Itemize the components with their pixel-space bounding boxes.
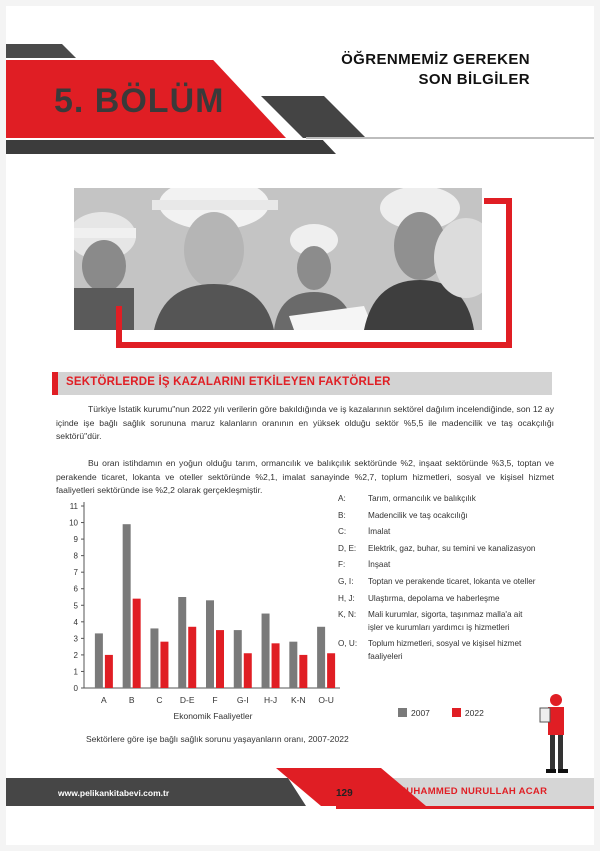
chart-bar-2022-K-N <box>299 655 307 688</box>
chart-bar-2007-F <box>206 600 214 688</box>
photo-red-frame-top <box>484 198 512 204</box>
chart-bar-2007-O-U <box>317 627 325 688</box>
chart-x-tick-label: D-E <box>179 695 195 705</box>
chart-bar-2022-F <box>216 630 224 688</box>
header-divider-line <box>306 137 594 139</box>
sector-description: Toptan ve perakende ticaret, lokanta ve oteller <box>368 576 536 586</box>
chart-bar-2022-H-J <box>272 643 280 688</box>
legend-label-2022: 2022 <box>464 708 484 718</box>
sector-bar-chart <box>48 492 348 724</box>
sector-description: Elektrik, gaz, buhar, su temini ve kanalizasyon <box>368 543 536 553</box>
chart-bar-2022-D-E <box>188 627 196 688</box>
sector-code-item <box>338 576 538 589</box>
paragraph-1-text: Türkiye İstatik kurumu"nun 2022 yılı verilerin göre bakıldığında ve iş kazalarının sektörel dağılım incelendiğinde, son 12 ay içinde işe bağlı sağlık sorununa maruz kalanların oranının en yüksek olduğu sektör %5,5 ile madencilik ve taş ocakçılığı sektörü"dür. <box>56 404 554 441</box>
legend-label-2007: 2007 <box>411 708 430 718</box>
chart-y-tick-label: 0 <box>73 684 78 693</box>
paragraph-2-text: Bu oran istihdamın en yoğun olduğu tarım, ormancılık ve balıkçılık sektöründe %2, inşaat sektöründe %3,5, toptan ve perakende ticaret, lokanta ve oteller sektöründe %2,1, imalat sanayinde %2,7, toplum hizmetleri, sosyal ve kişisel hizmet faaliyetleri sektöründe ise %2,2 olarak gerçekleşmiştir. <box>56 458 554 495</box>
sector-code-item <box>338 543 538 556</box>
photo-red-frame-left <box>116 306 122 348</box>
chart-y-tick-label: 5 <box>73 601 78 611</box>
sector-description: Madencilik ve taş ocakcılığı <box>368 510 468 520</box>
footer-red-line <box>336 806 594 809</box>
sector-code: C: <box>338 527 347 537</box>
chart-bar-2022-O-U <box>327 653 335 688</box>
chart-y-tick-label: 6 <box>73 584 78 594</box>
chart-y-tick-label: 1 <box>73 667 78 677</box>
sector-code-list <box>338 493 538 668</box>
chapter-title: 5. BÖLÜM <box>54 82 225 120</box>
section-heading-line-2: SON BİLGİLER <box>418 71 530 88</box>
chart-bar-2007-B <box>123 524 131 688</box>
chart-x-tick-label: K-N <box>291 695 306 705</box>
sector-code: F: <box>338 560 346 570</box>
chart-x-tick-label: B <box>128 695 135 705</box>
chart-y-tick-label: 11 <box>69 502 78 511</box>
sector-code: O, U: <box>338 639 358 649</box>
chart-x-tick-label: H-J <box>263 695 278 705</box>
chart-bar-2007-H-J <box>262 614 270 688</box>
page-number: 129 <box>336 788 353 799</box>
sector-code-item <box>338 559 538 572</box>
sector-code: B: <box>338 510 346 520</box>
sector-code: D, E: <box>338 543 357 553</box>
chart-bar-2007-G-I <box>234 630 242 688</box>
sector-description: Toplum hizmetleri, sosyal ve kişisel hizmet faaliyeleri <box>368 639 522 661</box>
sector-code: G, I: <box>338 576 354 586</box>
legend-swatch-2007 <box>398 708 407 717</box>
sector-code: H, J: <box>338 593 355 603</box>
chart-bar-2022-C <box>160 642 168 688</box>
chart-y-tick-label: 8 <box>73 551 78 561</box>
chart-y-tick-label: 2 <box>73 650 78 660</box>
header-stripe-dark-top <box>6 44 76 58</box>
section-title: SEKTÖRLERDE İŞ KAZALARINI ETKİLEYEN FAKTÖRLER <box>66 376 391 388</box>
chart-x-tick-label: A <box>101 695 107 705</box>
chart-bar-2022-G-I <box>244 653 252 688</box>
sector-description: İnşaat <box>368 560 391 570</box>
paragraph-1 <box>56 403 554 444</box>
legend-item-2007 <box>398 708 430 718</box>
chart-x-tick-label: O-U <box>318 695 334 705</box>
sector-code: A: <box>338 494 346 503</box>
chart-bar-2007-D-E <box>178 597 186 688</box>
chart-x-tick-label: C <box>156 695 163 705</box>
sector-code-item <box>338 609 538 634</box>
chart-y-tick-label: 4 <box>73 617 78 627</box>
chart-y-tick-label: 7 <box>73 568 78 578</box>
sector-code-item <box>338 493 538 506</box>
chart-bars <box>95 524 335 688</box>
sector-description: Tarım, ormancılık ve balıkçılık <box>368 494 476 503</box>
legend-swatch-2022 <box>452 708 461 717</box>
sector-code-item <box>338 526 538 539</box>
chart-bar-2022-B <box>133 599 141 688</box>
chart-y-tick-label: 3 <box>73 634 78 644</box>
sector-code: K, N: <box>338 610 357 620</box>
section-heading <box>341 50 530 90</box>
legend-item-2022 <box>452 708 484 718</box>
worker-illustration-icon <box>534 690 578 780</box>
chart-legend <box>398 708 484 718</box>
chart-y-tick-label: 9 <box>73 535 78 545</box>
sector-description: Ulaştırma, depolama ve haberleşme <box>368 593 500 603</box>
chart-caption: Sektörlere göre işe bağlı sağlık sorunu yaşayanların oranı, 2007-2022 <box>86 734 349 744</box>
chart-bar-2022-A <box>105 655 113 688</box>
chart-bar-2007-C <box>150 628 158 688</box>
chart-x-tick-label: G-I <box>236 695 249 705</box>
footer-author: MUHAMMED NURULLAH ACAR <box>398 786 548 797</box>
sector-code-item <box>338 593 538 606</box>
chart-x-tick-labels <box>101 695 334 705</box>
sector-description: Mali kurumlar, sigorta, taşınmaz malla'a ait işler ve kurumları yardımcı iş hizmetleri <box>368 610 523 632</box>
sector-code-item <box>338 638 538 663</box>
chart-y-tick-label: 10 <box>69 518 78 528</box>
workers-photo <box>74 188 482 330</box>
footer-website: www.pelikankitabevi.com.tr <box>58 788 170 798</box>
sector-code-item <box>338 510 538 523</box>
page <box>6 6 594 845</box>
chart-x-tick-label: F <box>212 695 218 705</box>
sector-description: İmalat <box>368 527 391 537</box>
chart-x-axis-label: Ekonomik Faaliyetler <box>173 711 253 721</box>
chart-bar-2007-A <box>95 633 103 688</box>
chart-bar-2007-K-N <box>289 642 297 688</box>
header-stripe-dark-bottom <box>6 140 336 154</box>
section-heading-line-1: ÖĞRENMEMİZ GEREKEN <box>341 51 530 68</box>
workers-photo-illustration <box>74 188 482 330</box>
